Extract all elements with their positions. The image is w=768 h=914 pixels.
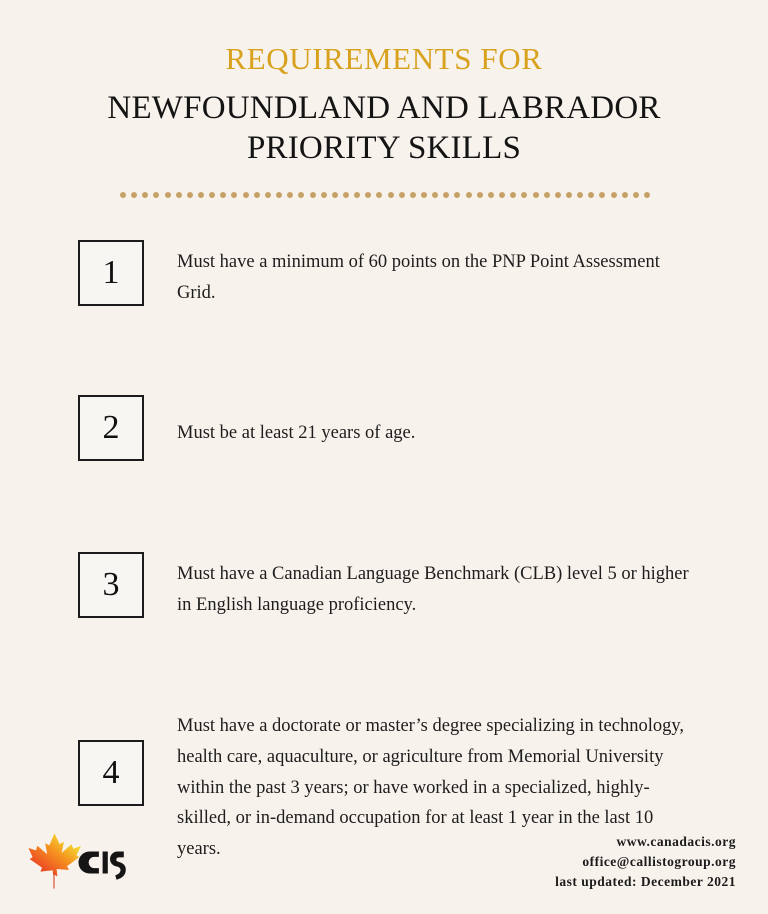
- requirement-number-box: [78, 240, 144, 306]
- requirement-number: 3: [102, 566, 120, 603]
- divider-dot: [220, 192, 226, 198]
- divider-dot: [165, 192, 171, 198]
- dotted-divider: [120, 192, 644, 200]
- divider-dot: [633, 192, 639, 198]
- footer-website[interactable]: www.canadacis.org: [616, 834, 736, 849]
- header-eyebrow: REQUIREMENTS FOR: [225, 41, 543, 76]
- divider-dot: [599, 192, 605, 198]
- divider-dot: [533, 192, 539, 198]
- divider-dot: [287, 192, 293, 198]
- requirement-number: 1: [102, 254, 120, 291]
- brand-logo: [28, 830, 138, 892]
- divider-dot: [454, 192, 460, 198]
- requirement-number-box: [78, 740, 144, 806]
- divider-dot: [443, 192, 449, 198]
- list-item: [0, 300, 768, 446]
- divider-dot: [276, 192, 282, 198]
- divider-dot: [153, 192, 159, 198]
- divider-dot: [142, 192, 148, 198]
- divider-dot: [488, 192, 494, 198]
- footer-contact: [555, 832, 736, 892]
- divider-dot: [209, 192, 215, 198]
- divider-dot: [231, 192, 237, 198]
- divider-dot: [176, 192, 182, 198]
- footer-email[interactable]: office@callistogroup.org: [582, 854, 736, 869]
- divider-dot: [376, 192, 382, 198]
- divider-dot: [588, 192, 594, 198]
- divider-dot: [555, 192, 561, 198]
- page-title-line-2: PRIORITY SKILLS: [246, 130, 522, 167]
- divider-dot: [421, 192, 427, 198]
- requirement-number: 4: [102, 754, 120, 791]
- divider-dot: [310, 192, 316, 198]
- list-item: [0, 230, 768, 303]
- divider-dot: [332, 192, 338, 198]
- divider-dot: [365, 192, 371, 198]
- divider-dot: [566, 192, 572, 198]
- maple-leaf-icon: [29, 834, 82, 889]
- divider-dot: [343, 192, 349, 198]
- poster-footer: [0, 804, 768, 914]
- divider-dot: [410, 192, 416, 198]
- divider-dot: [399, 192, 405, 198]
- requirement-text: Must be at least 21 years of age.: [177, 423, 416, 443]
- brand-wordmark: [79, 852, 126, 880]
- page-title: [0, 88, 768, 168]
- divider-dot: [254, 192, 260, 198]
- divider-dot: [131, 192, 137, 198]
- divider-dot: [477, 192, 483, 198]
- divider-dot: [466, 192, 472, 198]
- divider-dot: [243, 192, 249, 198]
- divider-dot: [644, 192, 650, 198]
- divider-dot: [577, 192, 583, 198]
- divider-dot: [265, 192, 271, 198]
- divider-dot: [198, 192, 204, 198]
- requirement-text: Must have a Canadian Language Benchmark (CLB) level 5 or higher in English language proficiency.: [177, 564, 689, 615]
- divider-dot: [120, 192, 126, 198]
- list-item: [0, 370, 768, 615]
- requirement-number: 2: [102, 409, 120, 446]
- divider-dot: [521, 192, 527, 198]
- divider-dot: [187, 192, 193, 198]
- divider-dot: [622, 192, 628, 198]
- divider-dot: [499, 192, 505, 198]
- poster-header: [0, 42, 768, 168]
- divider-dot: [298, 192, 304, 198]
- requirement-text: Must have a doctorate or master’s degree specializing in technology, health care, aquaculture, or agriculture from Memorial University within the past 3 years; or have worked in a specialized, highly-skilled, or in-demand occupation for at least 1 year in the last 10 years.: [177, 716, 685, 860]
- divider-dot: [388, 192, 394, 198]
- requirement-number-box: [78, 552, 144, 618]
- divider-dot: [510, 192, 516, 198]
- footer-last-updated: last updated: December 2021: [555, 874, 736, 889]
- divider-dot: [611, 192, 617, 198]
- divider-dot: [432, 192, 438, 198]
- page-title-line-1: NEWFOUNDLAND AND LABRADOR: [107, 90, 661, 127]
- divider-dot: [321, 192, 327, 198]
- divider-dot: [544, 192, 550, 198]
- requirement-text: Must have a minimum of 60 points on the PNP Point Assessment Grid.: [177, 252, 660, 303]
- divider-dot: [354, 192, 360, 198]
